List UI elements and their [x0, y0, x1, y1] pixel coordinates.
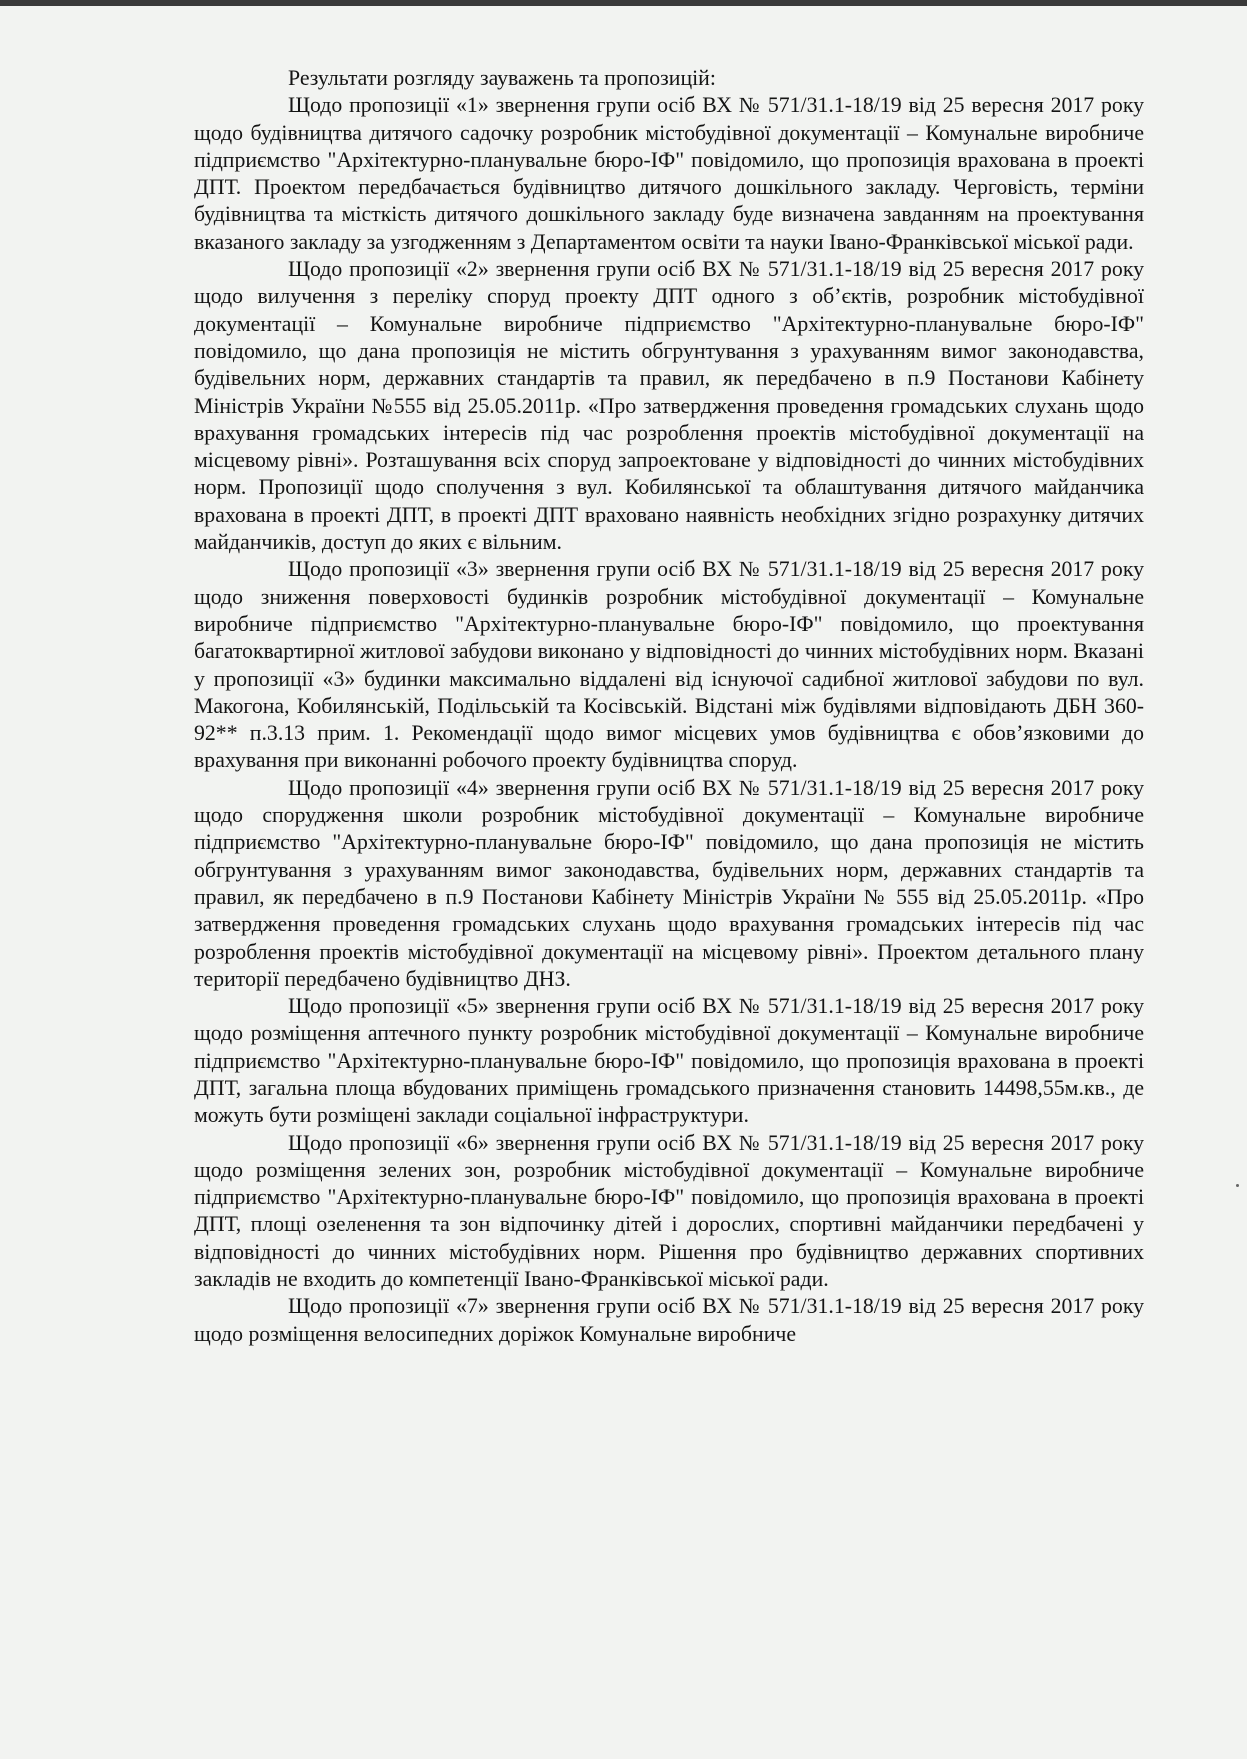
- document-page: [0, 6, 1247, 1759]
- document-heading: Результати розгляду зауважень та пропозицій:: [288, 66, 716, 90]
- paragraph-proposal-2: Щодо пропозиції «2» звернення групи осіб ВХ № 571/31.1-18/19 від 25 вересня 2017 року щодо вилучення з переліку споруд проекту ДПТ одного з об’єктів, розробник містобудівної документації – Комунальне виробниче підприємство "Архітектурно-планувальне бюро-ІФ" повідомило, що дана пропозиція не містить обгрунтування з урахуванням вимог законодавства, будівельних норм, державних стандартів та правил, як передбачено в п.9 Постанови Кабінету Міністрів України №555 від 25.05.2011р. «Про затвердження проведення громадських слухань щодо врахування громадських інтересів під час розроблення проектів містобудівної документації на місцевому рівні». Розташування всіх споруд запроектоване у відповідності до чинних містобудівних норм. Пропозиції щодо сполучення з вул. Кобилянської та облаштування дитячого майданчика врахована в проекті ДПТ, в проекті ДПТ враховано наявність необхідних згідно розрахунку дитячих майданчиків, доступ до яких є вільним.: [194, 257, 1144, 555]
- paragraph-proposal-6: Щодо пропозиції «6» звернення групи осіб ВХ № 571/31.1-18/19 від 25 вересня 2017 року щодо розміщення зелених зон, розробник містобудівної документації – Комунальне виробниче підприємство "Архітектурно-планувальне бюро-ІФ" повідомило, що пропозиція врахована в проекті ДПТ, площі озеленення та зон відпочинку дітей і дорослих, спортивні майданчики передбачені у відповідності до чинних містобудівних норм. Рішення про будівництво державних спортивних закладів не входить до компетенції Івано-Франківської міської ради.: [194, 1130, 1144, 1292]
- paragraph-proposal-3: Щодо пропозиції «3» звернення групи осіб ВХ № 571/31.1-18/19 від 25 вересня 2017 року щодо зниження поверховості будинків розробник містобудівної документації – Комунальне виробниче підприємство "Архітектурно-планувальне бюро-ІФ" повідомило, що проектування багатоквартирної житлової забудови виконано у відповідності до чинних містобудівних норм. Вказані у пропозиції «3» будинки максимально віддалені від існуючої садибної житлової забудови по вул. Макогона, Кобилянській, Подільській та Косівській. Відстані між будівлями відповідають ДБН 360-92** п.3.13 прим. 1. Рекомендації щодо вимог місцевих умов будівництва є обов’язковими до врахування при виконанні робочого проекту будівництва споруд.: [194, 557, 1144, 773]
- paragraph-proposal-1: Щодо пропозиції «1» звернення групи осіб ВХ № 571/31.1-18/19 від 25 вересня 2017 року щодо будівництва дитячого садочку розробник містобудівної документації – Комунальне виробниче підприємство "Архітектурно-планувальне бюро-ІФ" повідомило, що пропозиція врахована в проекті ДПТ. Проектом передбачається будівництво дитячого дошкільного закладу. Черговість, терміни будівництва та місткість дитячого дошкільного закладу буде визначена завданням на проектування вказаного закладу за узгодженням з Департаментом освіти та науки Івано-Франківської міської ради.: [194, 93, 1144, 254]
- document-body: [194, 65, 1144, 1348]
- paragraph-proposal-4: Щодо пропозиції «4» звернення групи осіб ВХ № 571/31.1-18/19 від 25 вересня 2017 року щодо спорудження школи розробник містобудівної документації – Комунальне виробниче підприємство "Архітектурно-планувальне бюро-ІФ" повідомило, що дана пропозиція не містить обгрунтування з урахуванням вимог законодавства, будівельних норм, державних стандартів та правил, як передбачено в п.9 Постанови Кабінету Міністрів України № 555 від 25.05.2011р. «Про затвердження проведення громадських слухань щодо врахування громадських інтересів під час розроблення проектів містобудівної документації на місцевому рівні». Проектом детального плану території передбачено будівництво ДНЗ.: [194, 775, 1144, 991]
- paragraph-proposal-5: Щодо пропозиції «5» звернення групи осіб ВХ № 571/31.1-18/19 від 25 вересня 2017 року щодо розміщення аптечного пункту розробник містобудівної документації – Комунальне виробниче підприємство "Архітектурно-планувальне бюро-ІФ" повідомило, що пропозиція врахована в проекті ДПТ, загальна площа вбудованих приміщень громадського призначення становить 14498,55м.кв., де можуть бути розміщені заклади соціальної інфраструктури.: [194, 994, 1144, 1128]
- paragraph-proposal-7: Щодо пропозиції «7» звернення групи осіб ВХ № 571/31.1-18/19 від 25 вересня 2017 року щодо розміщення велосипедних доріжок Комунальне виробниче: [194, 1294, 1144, 1346]
- scan-speck: [1236, 1184, 1239, 1187]
